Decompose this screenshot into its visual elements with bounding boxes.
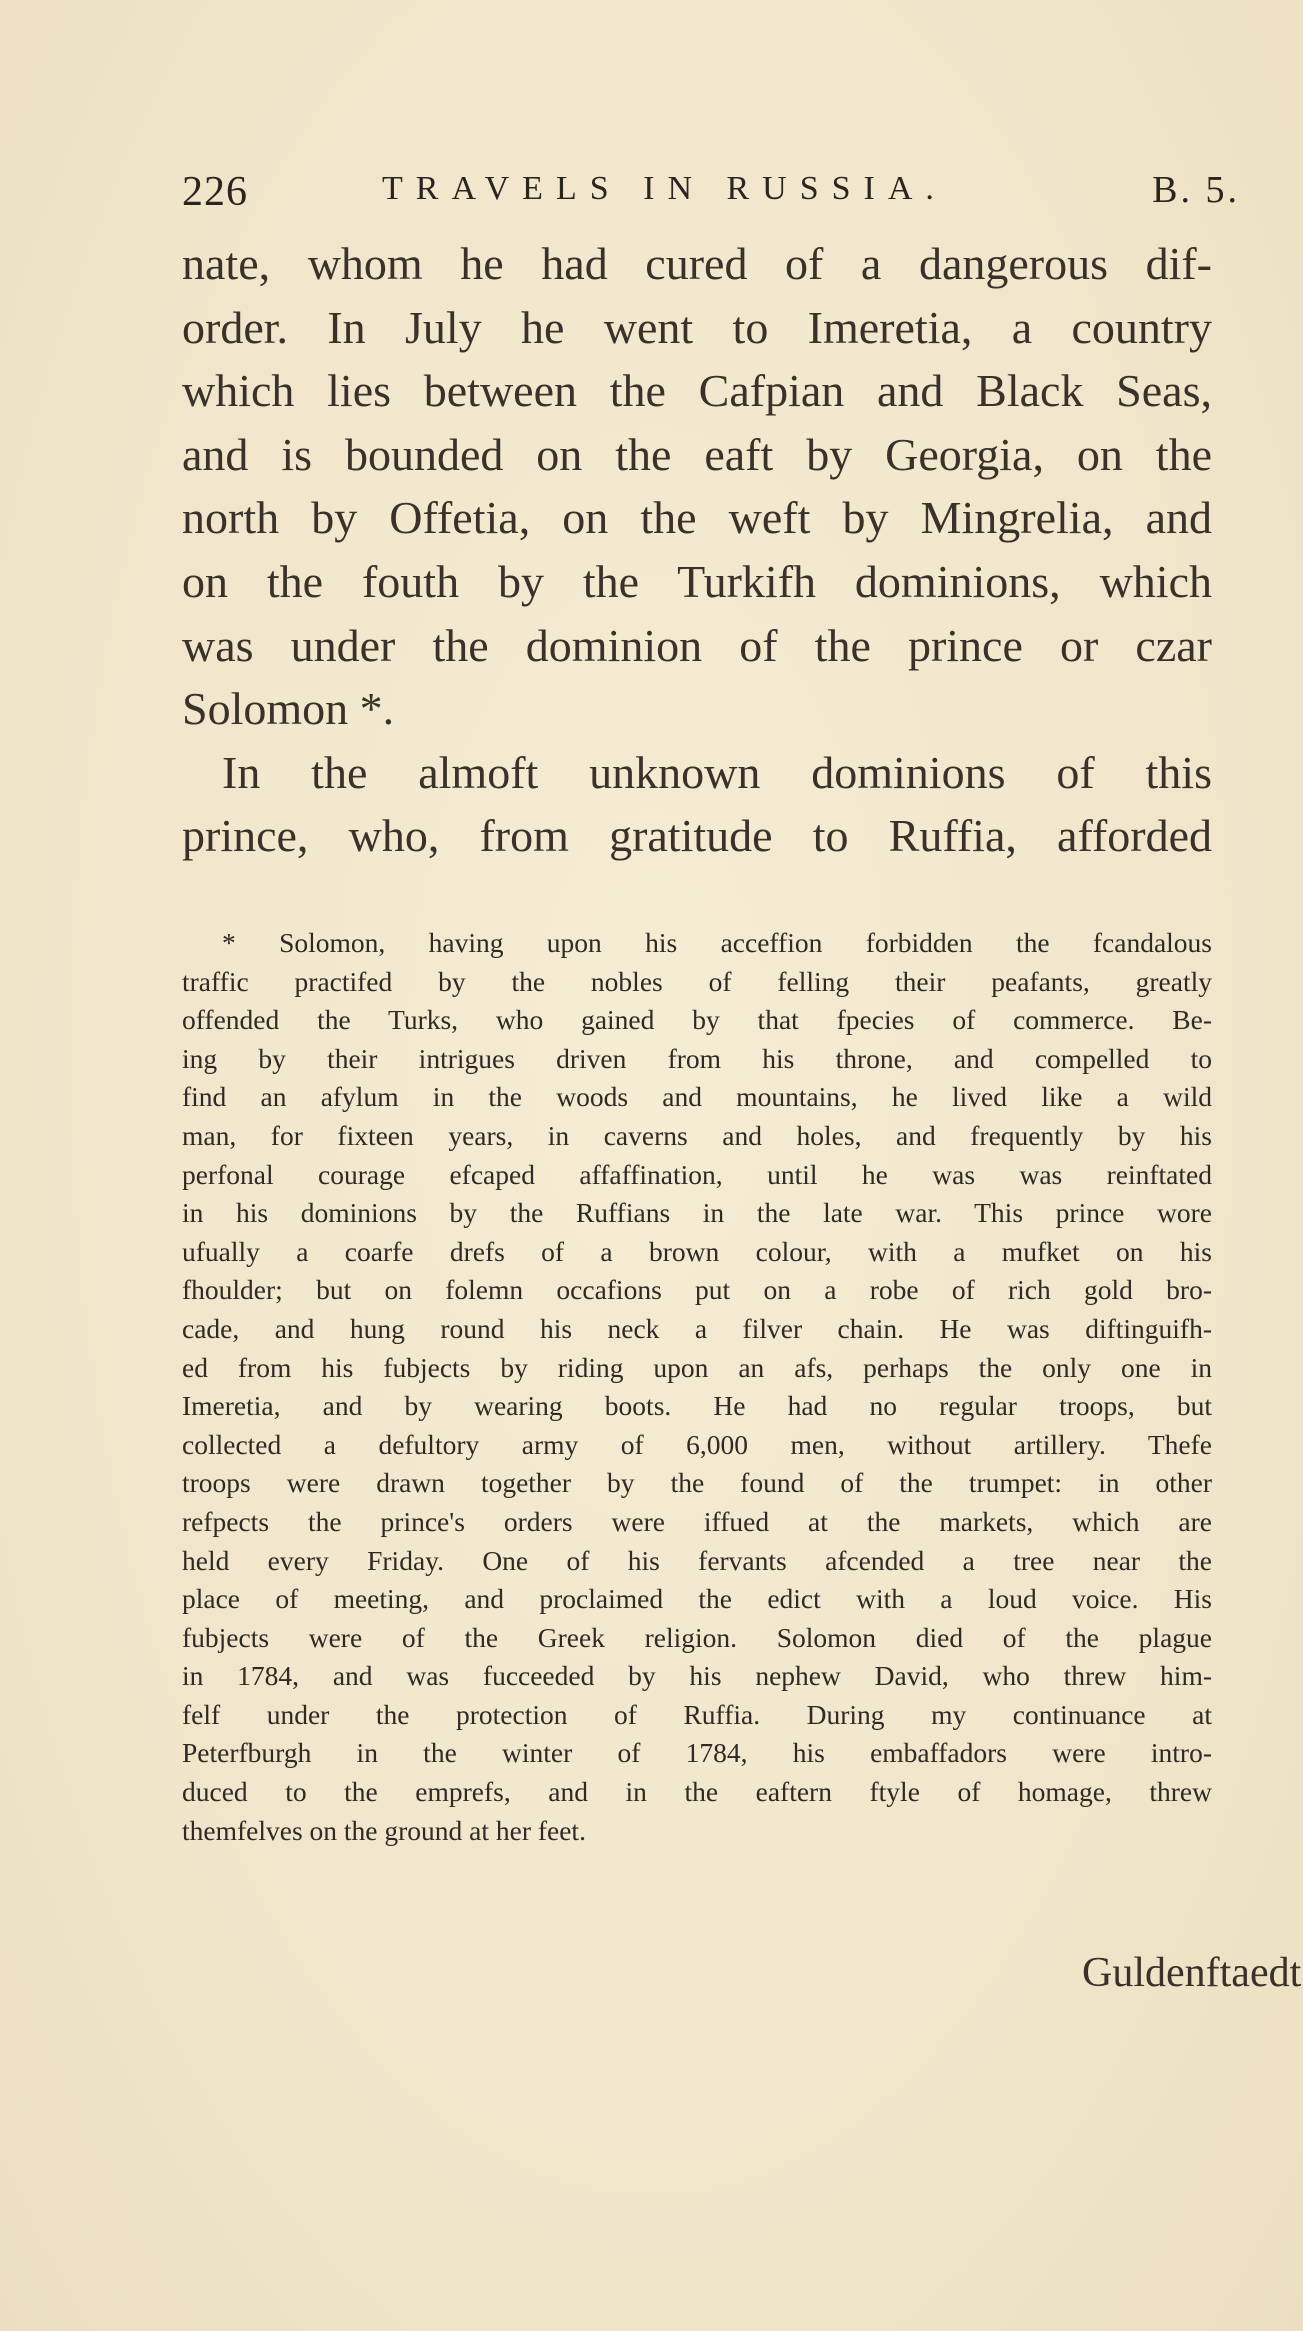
footnote-line: traffic practifed by the nobles of felling their peafants, greatly bbox=[182, 965, 1212, 997]
main-text bbox=[182, 232, 1212, 868]
body-line: nate, whom he had cured of a dangerous dif- bbox=[182, 238, 1212, 289]
footnote-line: themfelves on the ground at her feet. bbox=[182, 1814, 586, 1846]
body-line: In the almoft unknown dominions of this bbox=[222, 746, 1212, 798]
footnote-line: felf under the protection of Ruffia. During my continuance at bbox=[182, 1698, 1212, 1730]
body-line: and is bounded on the eaft by Georgia, on the bbox=[182, 428, 1212, 480]
footnote-line: fhoulder; but on folemn occafions put on a robe of rich gold bro- bbox=[182, 1274, 1212, 1306]
footnote-line: duced to the emprefs, and in the eaftern ftyle of homage, threw bbox=[182, 1776, 1212, 1808]
footnote-line: troops were drawn together by the found of the trumpet: in other bbox=[182, 1467, 1212, 1499]
footnote-line: Peterfburgh in the winter of 1784, his embaffadors were intro- bbox=[182, 1737, 1212, 1769]
body-line: which lies between the Cafpian and Black Seas, bbox=[182, 365, 1212, 417]
body-line: order. In July he went to Imeretia, a country bbox=[182, 301, 1212, 353]
body-line: prince, who, from gratitude to Ruffia, afforded bbox=[182, 810, 1212, 862]
footnote-line: Imeretia, and by wearing boots. He had no regular troops, but bbox=[182, 1390, 1212, 1422]
body-line: was under the dominion of the prince or czar bbox=[182, 619, 1212, 671]
footnote-line: ed from his fubjects by riding upon an afs, perhaps the only one in bbox=[182, 1351, 1212, 1383]
footnote-line: refpects the prince's orders were iffued at the markets, which are bbox=[182, 1505, 1212, 1537]
footnote-line: place of meeting, and proclaimed the edict with a loud voice. His bbox=[182, 1583, 1212, 1615]
body-line: Solomon *. bbox=[182, 683, 395, 735]
footnote-line: ing by their intrigues driven from his throne, and compelled to bbox=[182, 1042, 1212, 1074]
running-header bbox=[182, 168, 1240, 224]
footnote-line: offended the Turks, who gained by that fpecies of commerce. Be- bbox=[182, 1004, 1212, 1036]
footnote-line: in his dominions by the Ruffians in the late war. This prince wore bbox=[182, 1197, 1212, 1229]
footnote-line: * Solomon, having upon his acceffion forbidden the fcandalous bbox=[222, 927, 1212, 958]
footnote-line: fubjects were of the Greek religion. Solomon died of the plague bbox=[182, 1621, 1212, 1653]
footnote-line: ufually a coarfe drefs of a brown colour, with a mufket on his bbox=[182, 1235, 1212, 1267]
book-reference: B. 5. bbox=[1152, 169, 1240, 211]
footnote-line: in 1784, and was fucceeded by his nephew David, who threw him- bbox=[182, 1660, 1212, 1692]
running-title: TRAVELS IN RUSSIA. bbox=[382, 170, 947, 207]
footnote-line: man, for fixteen years, in caverns and holes, and frequently by his bbox=[182, 1119, 1212, 1151]
body-line: north by Offetia, on the weft by Mingrelia, and bbox=[182, 492, 1212, 544]
footnote-line: held every Friday. One of his fervants afcended a tree near the bbox=[182, 1544, 1212, 1576]
footnote-line: collected a defultory army of 6,000 men, without artillery. Thefe bbox=[182, 1428, 1212, 1460]
footnote-line: perfonal courage efcaped affaffination, until he was was reinftated bbox=[182, 1158, 1212, 1190]
catchword: Guldenftaedt bbox=[1082, 1950, 1302, 1996]
footnote-block bbox=[182, 924, 1302, 1996]
body-line: on the fouth by the Turkifh dominions, which bbox=[182, 555, 1212, 607]
page-number: 226 bbox=[182, 169, 248, 215]
footnote-line: cade, and hung round his neck a filver chain. He was diftinguifh- bbox=[182, 1312, 1212, 1344]
footnote-line: find an afylum in the woods and mountains, he lived like a wild bbox=[182, 1081, 1212, 1113]
